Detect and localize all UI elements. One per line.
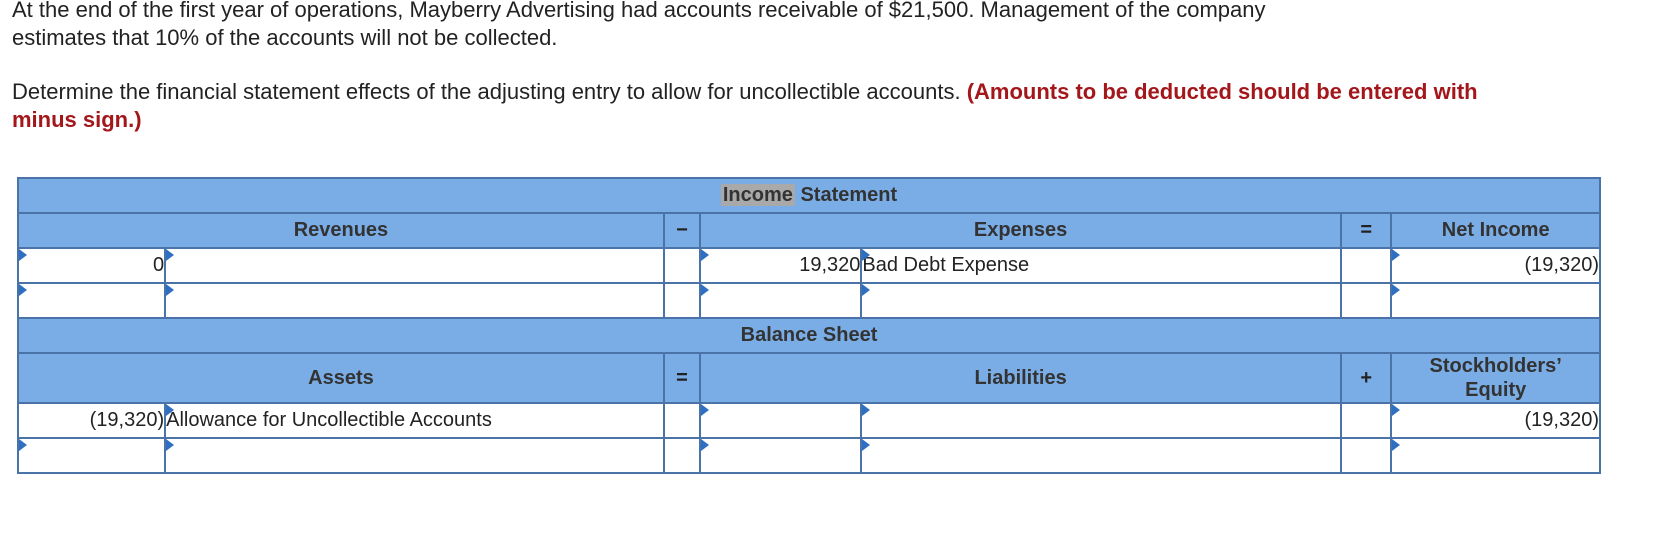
expense-account-value: Bad Debt Expense	[862, 254, 1030, 276]
expense-account-select[interactable]	[861, 248, 1341, 283]
dropdown-marker-icon	[166, 249, 174, 261]
revenues-header: Revenues	[18, 213, 664, 248]
assets-header: Assets	[18, 353, 664, 403]
stockholders-equity-header	[1391, 353, 1600, 403]
dropdown-marker-icon	[166, 439, 174, 451]
dropdown-marker-icon	[862, 249, 870, 261]
equity-amount-input[interactable]	[1391, 403, 1600, 438]
net-income-input[interactable]	[1391, 283, 1600, 318]
input-marker-icon	[19, 249, 27, 261]
input-marker-icon	[1392, 284, 1400, 296]
equals-operator: =	[1341, 213, 1391, 248]
operator-spacer	[1341, 283, 1391, 318]
equity-amount-value: (19,320)	[1524, 409, 1599, 431]
income-row	[18, 283, 1600, 318]
input-marker-icon	[1392, 439, 1400, 451]
liability-amount-input[interactable]	[700, 403, 861, 438]
financial-effects-table	[17, 177, 1601, 474]
minus-operator: −	[664, 213, 700, 248]
asset-amount-input[interactable]	[18, 403, 165, 438]
asset-amount-input[interactable]	[18, 438, 165, 473]
asset-account-value: Allowance for Uncollectible Accounts	[166, 409, 492, 431]
asset-account-select[interactable]	[165, 403, 664, 438]
instruction-text	[12, 78, 1512, 134]
expense-amount-value: 19,320	[799, 254, 861, 276]
net-income-header: Net Income	[1391, 213, 1600, 248]
input-marker-icon	[701, 249, 709, 261]
question-line1b: estimates that 10% of the accounts will not be collected.	[12, 25, 558, 50]
plus-operator: +	[1341, 353, 1391, 403]
input-marker-icon	[19, 284, 27, 296]
input-marker-icon	[19, 439, 27, 451]
revenue-account-select[interactable]	[165, 283, 664, 318]
instruction: Determine the financial statement effects of the adjusting entry to allow for uncollectible accounts.	[12, 79, 961, 104]
revenue-amount-input[interactable]	[18, 283, 165, 318]
dropdown-marker-icon	[862, 439, 870, 451]
input-marker-icon	[701, 439, 709, 451]
revenue-amount-value: 0	[152, 254, 165, 276]
minus-sign-note: (Amounts to be deducted should be entered with minus sign.)	[12, 79, 1478, 132]
operator-spacer	[664, 438, 700, 473]
operator-spacer	[1341, 438, 1391, 473]
question-text	[12, 0, 1512, 52]
expense-account-select[interactable]	[861, 283, 1341, 318]
operator-spacer	[664, 283, 700, 318]
net-income-value: (19,320)	[1524, 254, 1599, 276]
liability-account-select[interactable]	[861, 438, 1341, 473]
operator-spacer	[1341, 248, 1391, 283]
asset-amount-value: (19,320)	[89, 409, 165, 431]
dropdown-marker-icon	[166, 404, 174, 416]
dropdown-marker-icon	[862, 284, 870, 296]
input-marker-icon	[701, 284, 709, 296]
equity-header-line1: Stockholders’	[1429, 355, 1562, 377]
income-statement-title	[18, 178, 1600, 213]
expense-amount-input[interactable]	[700, 283, 861, 318]
liabilities-header: Liabilities	[700, 353, 1341, 403]
question-line1: At the end of the first year of operations, Mayberry Advertising had accounts receivable of $21,500. Management of the company	[12, 0, 1266, 22]
net-income-input[interactable]	[1391, 248, 1600, 283]
asset-account-select[interactable]	[165, 438, 664, 473]
balance-row	[18, 403, 1600, 438]
balance-row	[18, 438, 1600, 473]
income-statement-title-highlight: Income	[722, 184, 793, 206]
dropdown-marker-icon	[862, 404, 870, 416]
equity-amount-input[interactable]	[1391, 438, 1600, 473]
operator-spacer	[664, 403, 700, 438]
operator-spacer	[1341, 403, 1391, 438]
revenue-account-select[interactable]	[165, 248, 664, 283]
operator-spacer	[664, 248, 700, 283]
expense-amount-input[interactable]	[700, 248, 861, 283]
liability-account-select[interactable]	[861, 403, 1341, 438]
income-row	[18, 248, 1600, 283]
liability-amount-input[interactable]	[700, 438, 861, 473]
dropdown-marker-icon	[166, 284, 174, 296]
input-marker-icon	[1392, 249, 1400, 261]
equity-header-line2: Equity	[1465, 379, 1527, 401]
revenue-amount-input[interactable]	[18, 248, 165, 283]
balance-sheet-title: Balance Sheet	[18, 318, 1600, 353]
equals-operator: =	[664, 353, 700, 403]
income-statement-title-rest: Statement	[794, 184, 898, 206]
input-marker-icon	[701, 404, 709, 416]
expenses-header: Expenses	[700, 213, 1341, 248]
input-marker-icon	[1392, 404, 1400, 416]
